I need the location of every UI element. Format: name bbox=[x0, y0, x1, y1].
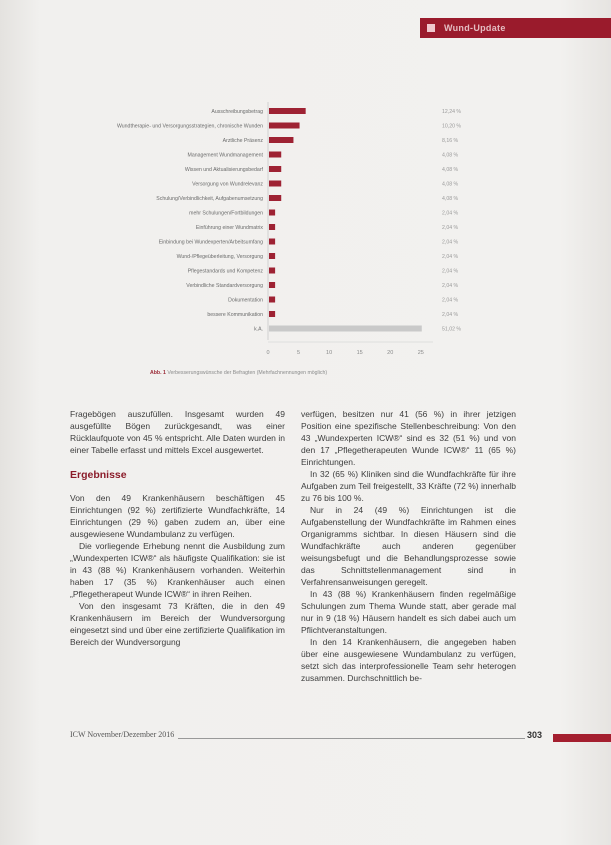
page-number: 303 bbox=[527, 730, 543, 740]
x-tick-label: 15 bbox=[356, 350, 363, 356]
category-label: Wund-/Pflegeüberleitung, Versorgung bbox=[176, 253, 263, 260]
section-tab-label: Wund-Update bbox=[444, 23, 506, 33]
value-label: 2,04 % bbox=[442, 224, 459, 231]
category-label: Arztliche Präsenz bbox=[222, 137, 263, 144]
bar bbox=[269, 282, 275, 288]
bar bbox=[269, 253, 275, 259]
bar bbox=[269, 137, 293, 143]
paragraph: Fragebögen auszufüllen. Insgesamt wurden 49 ausgefüllte Bögen zurückgesandt, was einer Rücklaufquote von 45 % entspricht. Alle Daten wurden in einer Tabelle erfasst und mittels Excel ausgewertet. bbox=[70, 409, 285, 455]
bar bbox=[269, 224, 275, 230]
bar bbox=[269, 108, 306, 114]
footer-accent-bar bbox=[553, 734, 611, 742]
category-label: Ausschreibungsbetrag bbox=[211, 108, 263, 115]
value-label: 2,04 % bbox=[442, 210, 459, 217]
paragraph: In den 14 Krankenhäusern, die angegeben haben über eine ausgewiesene Wundambulanz zu verfügen, setzt sich das interprofessionelle Team sehr heterogen zusammen. Durchschnittlich be- bbox=[301, 637, 516, 683]
value-label: 4,08 % bbox=[442, 181, 459, 188]
category-label: Schulung/Verbindlichkeit, Aufgabenumsetzung bbox=[156, 195, 263, 202]
x-tick-label: 20 bbox=[387, 350, 394, 356]
category-label: Dokumentation bbox=[228, 297, 263, 304]
paragraph: Die vorliegende Erhebung nennt die Ausbildung zum „Wundexperten ICW®“ als häufigste Qualifikation: sie ist in 43 (88 %) Krankenhäusern vorhanden. Weiterhin haben 17 (35 %) Krankenhäuser auch einen „Pflegetherapeut Wunde ICW®“ in ihren Reihen. bbox=[70, 541, 285, 599]
category-label: mehr Schulungen/Fortbildungen bbox=[189, 210, 263, 217]
category-label: Pflegestandards und Kompetenz bbox=[187, 268, 263, 275]
category-label: Wundtherapie- und Versorgungsstrategien, chronische Wunden bbox=[116, 123, 263, 130]
value-label: 2,04 % bbox=[442, 239, 459, 246]
bar bbox=[269, 181, 281, 187]
value-label: 4,08 % bbox=[442, 152, 459, 159]
category-label: Verbindliche Standardversorgung bbox=[186, 282, 263, 289]
value-label: 2,04 % bbox=[442, 282, 459, 289]
bar bbox=[269, 239, 275, 245]
x-tick-label: 5 bbox=[297, 350, 301, 356]
value-label: 2,04 % bbox=[442, 268, 459, 275]
bar bbox=[269, 195, 281, 201]
paragraph: Von den 49 Krankenhäusern beschäftigen 45 Einrichtungen (92 %) zertifizierte Wundfachkräfte, 14 Einrichtungen (29 %) gaben zudem an, über eine ausgewiesene Wundambulanz zu verfügen. bbox=[70, 493, 285, 539]
right-text-column bbox=[301, 408, 516, 684]
paragraph: Von den insgesamt 73 Kräften, die in den 49 Krankenhäusern im Bereich der Wundversorgung eingesetzt sind und über eine zertifizierte Qualifikation im Bereich der Wundversorgung bbox=[70, 601, 285, 647]
bar bbox=[269, 210, 275, 216]
value-label: 2,04 % bbox=[442, 297, 459, 304]
x-tick-label: 10 bbox=[326, 350, 333, 356]
value-label: 12,24 % bbox=[442, 108, 462, 115]
bar bbox=[269, 326, 422, 332]
section-heading: Ergebnisse bbox=[70, 469, 127, 481]
bar bbox=[269, 123, 300, 129]
category-label: k.A. bbox=[254, 326, 263, 333]
bar-chart bbox=[0, 0, 611, 400]
bar bbox=[269, 311, 275, 317]
left-text-column bbox=[70, 408, 285, 648]
paragraph: In 43 (88 %) Krankenhäusern finden regelmäßige Schulungen zum Thema Wunde statt, aber gerade mal nur in 9 (18 %) Häusern handelt es sich dabei auch um Pflichtveranstaltungen. bbox=[301, 589, 516, 635]
bar bbox=[269, 268, 275, 274]
value-label: 2,04 % bbox=[442, 311, 459, 318]
value-label: 2,04 % bbox=[442, 253, 459, 260]
value-label: 8,16 % bbox=[442, 137, 459, 144]
bar bbox=[269, 166, 281, 172]
category-label: Einführung einer Wundmatrix bbox=[195, 224, 263, 231]
caption-text: Verbesserungswünsche der Befragten (Mehrfachnennungen möglich) bbox=[167, 370, 328, 376]
value-label: 4,08 % bbox=[442, 166, 459, 173]
category-label: Wissen und Aktualisierungsbedarf bbox=[184, 166, 263, 173]
paragraph: verfügen, besitzen nur 41 (56 %) in ihrer jetzigen Position eine spezifische Stellenbeschreibung: Von den 43 „Wundexperten ICW®“ sind es 32 (51 %) und von den 17 „Pflegetherapeuten Wunde ICW®“ 11 (65 %) Einrichtungen. bbox=[301, 409, 516, 467]
paragraph: Nur in 24 (49 %) Einrichtungen ist die Aufgabenstellung der Wundfachkräfte im Rahmen eines Organigramms sichtbar. In diesen Häusern sind die Wundfachkräfte auch anderen gegenüber weisungsbefugt und die Behandlungsprozesse sowie das Schnittstellenmanagement sind in Verfahrensanweisungen geregelt. bbox=[301, 505, 516, 587]
page-footer bbox=[0, 732, 611, 746]
category-label: bessere Kommunikation bbox=[207, 311, 263, 318]
caption-prefix: Abb. 1 bbox=[150, 370, 166, 376]
category-label: Management Wundmanagement bbox=[187, 152, 263, 159]
value-label: 10,20 % bbox=[442, 123, 462, 130]
value-label: 51,02 % bbox=[442, 326, 462, 333]
x-tick-label: 25 bbox=[417, 350, 424, 356]
journal-issue: ICW November/Dezember 2016 bbox=[70, 730, 178, 739]
bar bbox=[269, 297, 275, 303]
x-tick-label: 0 bbox=[266, 350, 270, 356]
category-label: Versorgung von Wundrelevanz bbox=[192, 181, 263, 188]
value-label: 4,08 % bbox=[442, 195, 459, 202]
paragraph: In 32 (65 %) Kliniken sind die Wundfachkräfte für ihre Aufgaben zum Teil freigestellt, 33 Kräfte (72 %) innerhalb zu 76 bis 100 %. bbox=[301, 469, 516, 503]
figure-caption bbox=[150, 370, 470, 376]
bar bbox=[269, 152, 281, 158]
category-label: Einbindung bei Wundexperten/Arbeitsumfang bbox=[158, 239, 263, 246]
